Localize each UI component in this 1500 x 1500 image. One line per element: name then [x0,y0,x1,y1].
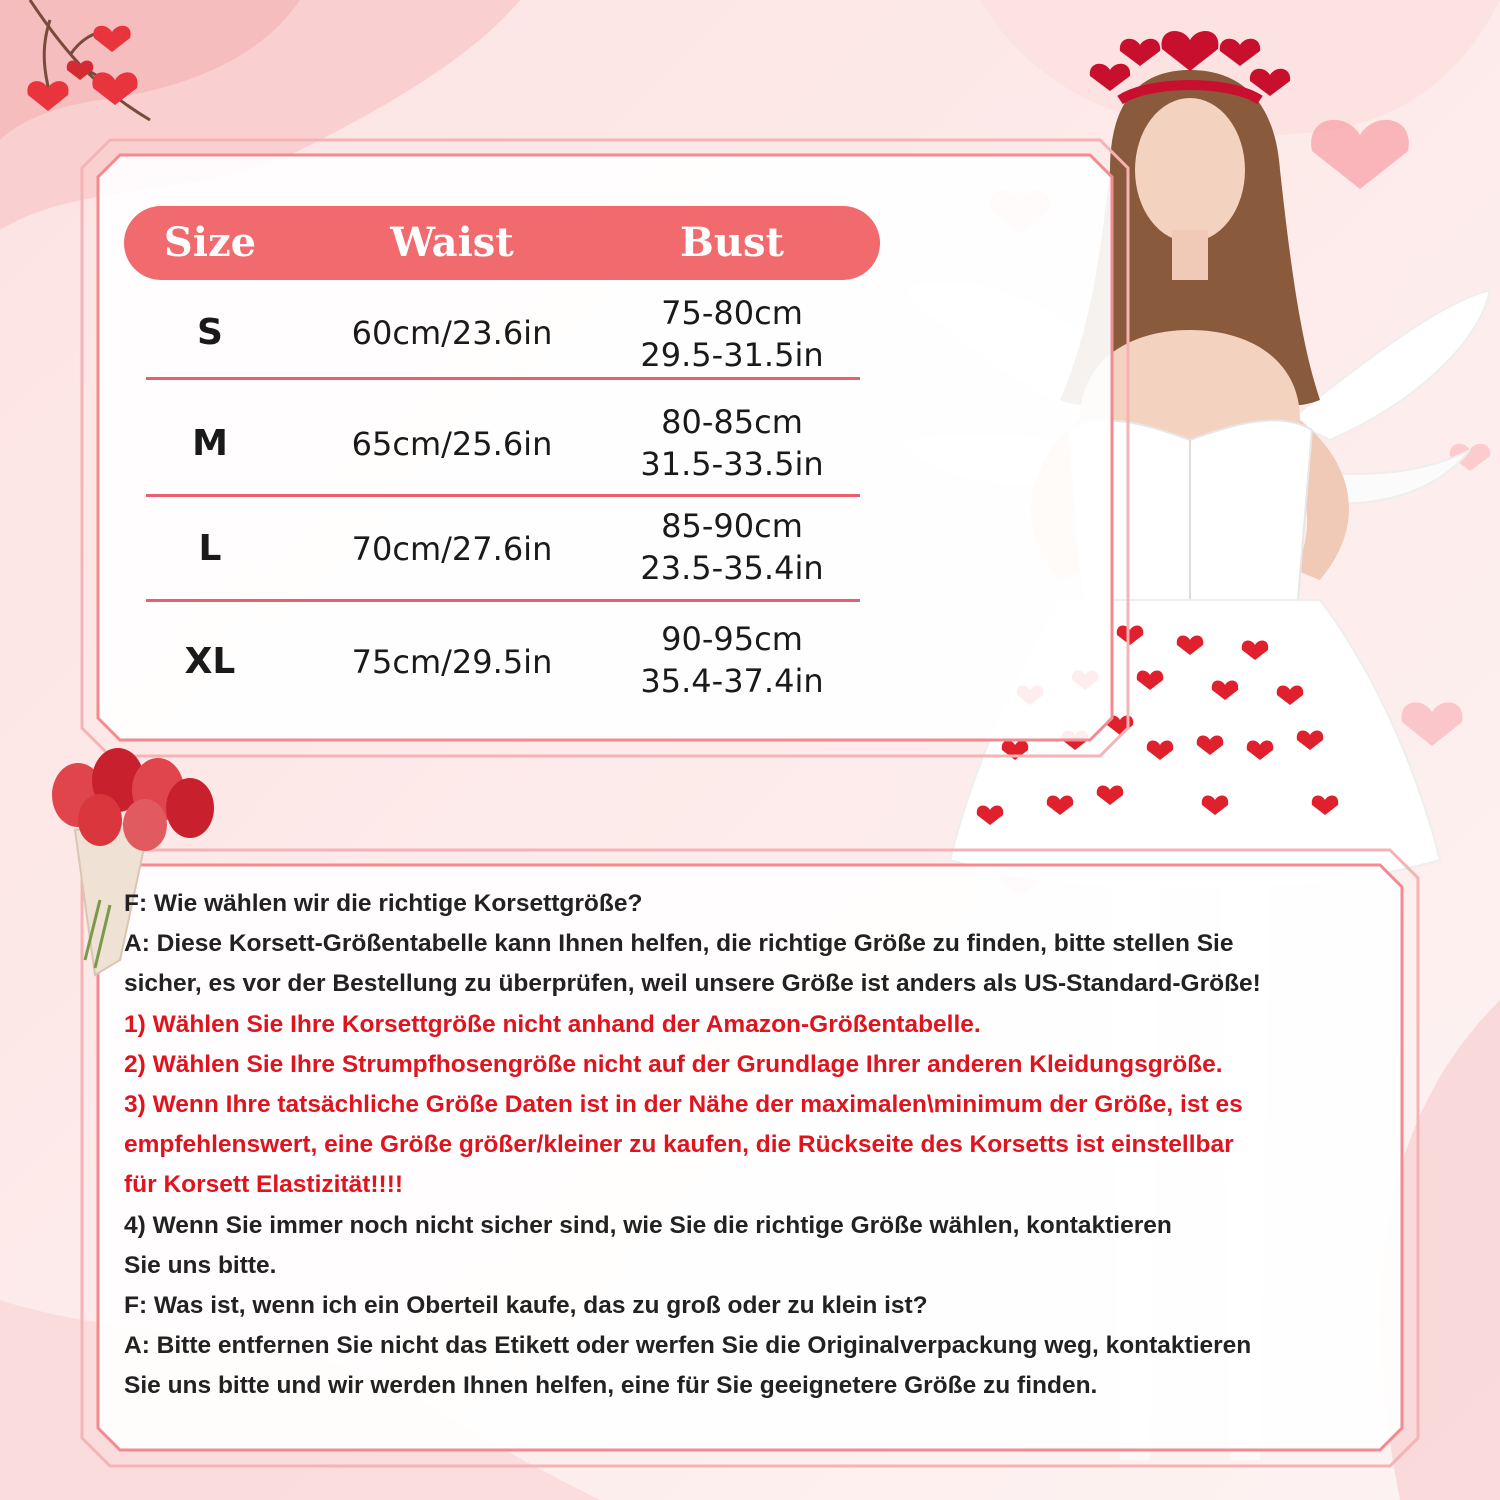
faq-warning-line: für Korsett Elastizität!!!! [124,1171,404,1199]
waist-value: 70cm/27.6in [351,530,553,568]
faq-warning-line: empfehlenswert, eine Größe größer/kleiner zu kaufen, die Rückseite des Korsetts ist einstellbar [124,1131,1234,1159]
faq-line: Sie uns bitte und wir werden Ihnen helfen, eine für Sie geeignetere Größe zu finden. [124,1372,1098,1400]
bust-cm-value: 90-95cm [661,620,803,658]
faq-line: F: Was ist, wenn ich ein Oberteil kaufe, das zu groß oder zu klein ist? [124,1292,928,1320]
faq-section [124,884,1414,1407]
faq-warning-line: 3) Wenn Ihre tatsächliche Größe Daten ist in der Nähe der maximalen\minimum der Größe, ist es [124,1091,1243,1119]
header-waist: Waist [390,219,514,266]
bust-cm-value: 80-85cm [661,403,803,441]
faq-line: A: Bitte entfernen Sie nicht das Etikett oder werfen Sie die Originalverpackung weg, kontaktieren [124,1332,1252,1360]
faq-warning-line: 1) Wählen Sie Ihre Korsettgröße nicht anhand der Amazon-Größentabelle. [124,1010,981,1038]
faq-line: sicher, es vor der Bestellung zu überprüfen, weil unsere Größe ist anders als US-Standard-Größe! [124,970,1261,998]
bust-in-value: 35.4-37.4in [640,662,824,700]
row-divider [146,599,860,602]
faq-warning-line: 2) Wählen Sie Ihre Strumpfhosengröße nicht auf der Grundlage Ihrer anderen Kleidungsgröße. [124,1050,1223,1078]
waist-value: 65cm/25.6in [351,425,553,463]
faq-line: A: Diese Korsett-Größentabelle kann Ihnen helfen, die richtige Größe zu finden, bitte stellen Sie [124,930,1234,958]
size-label: M [192,423,228,464]
bust-in-value: 29.5-31.5in [640,336,824,374]
waist-value: 60cm/23.6in [351,314,553,352]
header-bust: Bust [680,219,784,266]
size-label: S [197,312,223,353]
faq-line: Sie uns bitte. [124,1251,277,1279]
faq-line: F: Wie wählen wir die richtige Korsettgröße? [124,890,643,917]
waist-value: 75cm/29.5in [351,643,553,681]
bust-cm-value: 75-80cm [661,294,803,332]
bust-cm-value: 85-90cm [661,507,803,545]
size-label: XL [184,641,236,682]
bust-in-value: 31.5-33.5in [640,445,824,483]
size-table-header [124,206,880,280]
header-size: Size [163,219,257,266]
size-label: L [198,528,222,569]
bust-in-value: 23.5-35.4in [640,549,824,587]
faq-line: 4) Wenn Sie immer noch nicht sicher sind, wie Sie die richtige Größe wählen, kontaktieren [124,1211,1172,1239]
row-divider [146,377,860,380]
row-divider [146,494,860,497]
